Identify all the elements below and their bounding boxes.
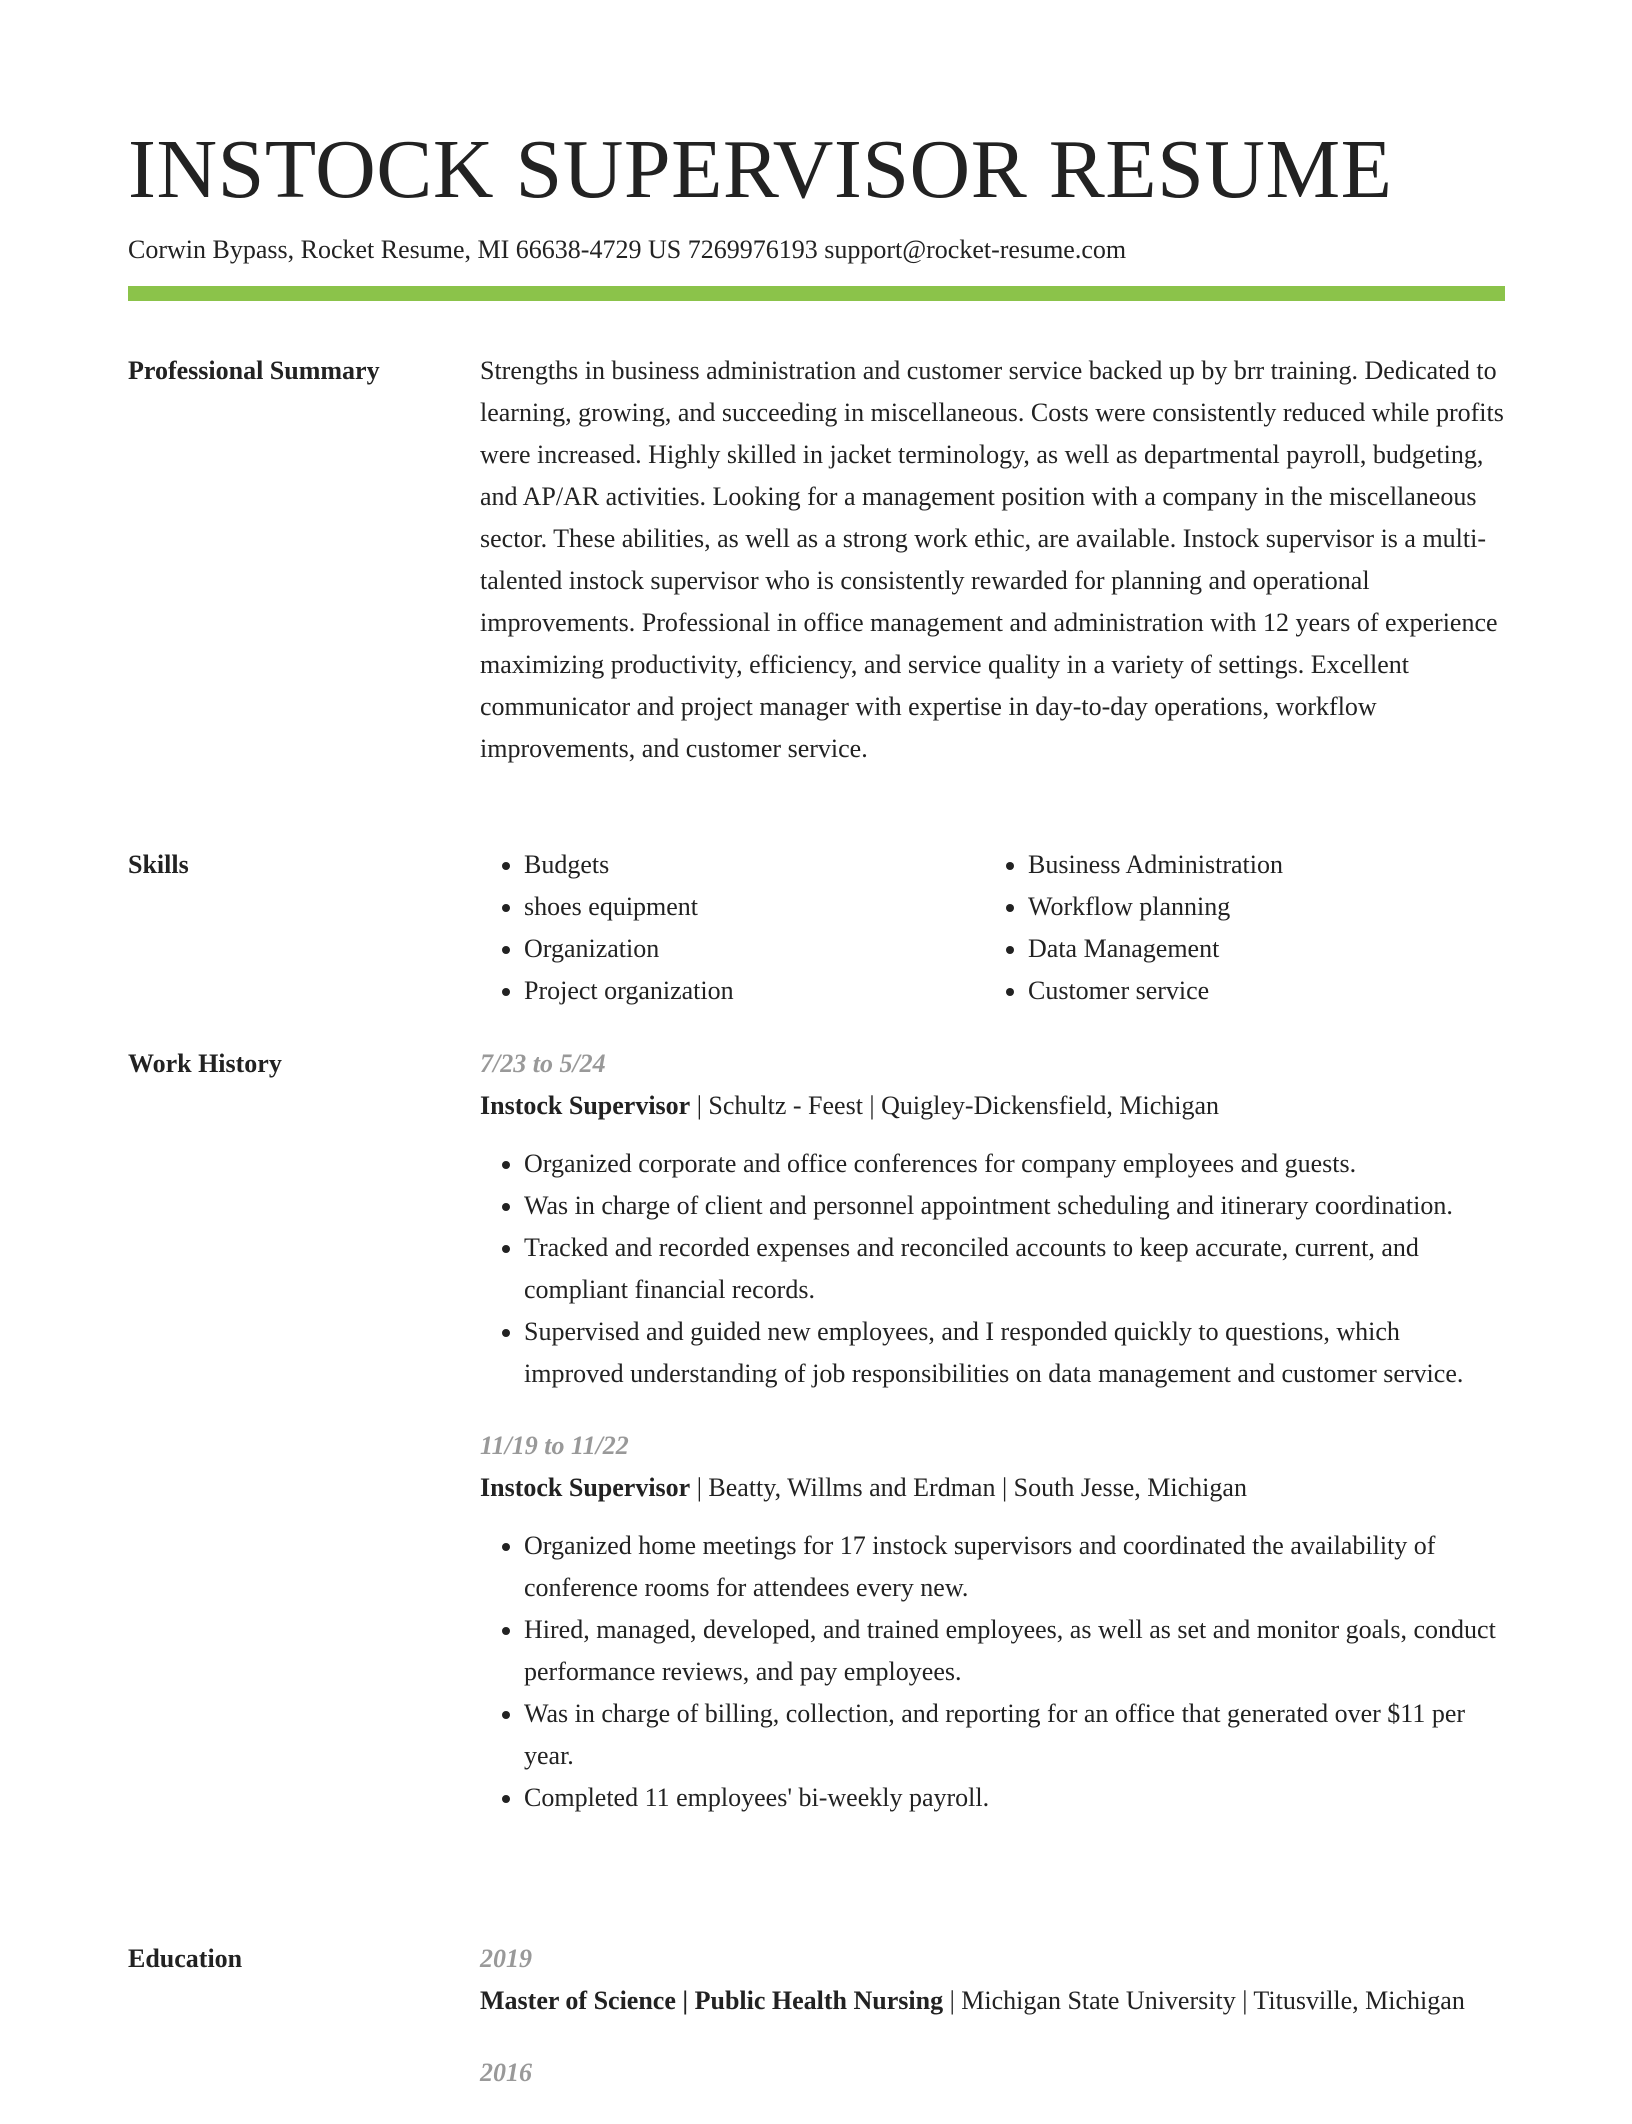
education-degree: Master of Science | Public Health Nursing	[480, 1986, 944, 2015]
skill-item: • Business Administration	[1028, 844, 1488, 886]
skills-column-left	[480, 844, 984, 1012]
accent-divider	[128, 286, 1505, 301]
summary-body	[480, 350, 1505, 770]
skills-grid	[480, 844, 1505, 1012]
education-date: 2016	[480, 2058, 532, 2087]
job-bullet: • Completed 11 employees' bi-weekly payroll.	[524, 1777, 1505, 1819]
job-entry	[480, 1425, 1505, 1819]
education-date: 2019	[480, 1944, 532, 1973]
skill-item: • Data Management	[1028, 928, 1488, 970]
job-details: | Schultz - Feest | Quigley-Dickensfield, Michigan	[690, 1091, 1220, 1120]
job-bullet: • Supervised and guided new employees, and I responded quickly to questions, which improved understanding of job responsibilities on data management and customer service.	[524, 1311, 1505, 1395]
job-details: | Beatty, Willms and Erdman | South Jesse, Michigan	[690, 1473, 1247, 1502]
job-heading	[480, 1085, 1505, 1127]
job-bullet: • Organized corporate and office conferences for company employees and guests.	[524, 1143, 1505, 1185]
job-heading	[480, 1467, 1505, 1509]
work-history-body	[480, 1043, 1505, 1849]
skills-column-right	[984, 844, 1488, 1012]
job-title: Instock Supervisor	[480, 1091, 691, 1120]
summary-text: Strengths in business administration and customer service backed up by brr training. Dedicated to learning, growing, and succeeding in miscellaneous. Costs were consistently reduced while profits were increased. Highly skilled in jacket terminology, as well as departmental payroll, budgeting, and AP/AR activities. Looking for a management position with a company in the miscellaneous sector. These abilities, as well as a strong work ethic, are available. Instock supervisor is a multi-talented instock supervisor who is consistently rewarded for planning and operational improvements. Professional in office management and administration with 12 years of experience maximizing productivity, efficiency, and service quality in a variety of settings. Excellent communicator and project manager with expertise in day-to-day operations, workflow improvements, and customer service.	[480, 356, 1504, 763]
skill-item: • Budgets	[524, 844, 984, 886]
skill-item: • Organization	[524, 928, 984, 970]
skill-item: • Project organization	[524, 970, 984, 1012]
job-bullet: • Tracked and recorded expenses and reconciled accounts to keep accurate, current, and compliant financial records.	[524, 1227, 1505, 1311]
education-details: | Michigan State University | Titusville, Michigan	[943, 1986, 1465, 2015]
job-date: 7/23 to 5/24	[480, 1049, 606, 1078]
education-heading-line	[480, 1980, 1505, 2022]
job-bullets	[480, 1525, 1505, 1819]
job-bullet: • Was in charge of billing, collection, and reporting for an office that generated over $11 per year.	[524, 1693, 1505, 1777]
education-heading: Education	[128, 1944, 243, 1973]
job-date: 11/19 to 11/22	[480, 1431, 629, 1460]
summary-heading: Professional Summary	[128, 356, 380, 385]
job-bullets	[480, 1143, 1505, 1395]
skill-item: • shoes equipment	[524, 886, 984, 928]
job-bullet: • Hired, managed, developed, and trained employees, as well as set and monitor goals, conduct performance reviews, and pay employees.	[524, 1609, 1505, 1693]
skills-body	[480, 844, 1505, 1012]
education-entry	[480, 2052, 1505, 2094]
contact-line: Corwin Bypass, Rocket Resume, MI 66638-4729 US 7269976193 support@rocket-resume.com	[128, 235, 1127, 264]
skills-heading: Skills	[128, 850, 189, 879]
job-bullet: • Was in charge of client and personnel appointment scheduling and itinerary coordination.	[524, 1185, 1505, 1227]
skill-item: • Customer service	[1028, 970, 1488, 1012]
skill-item: • Workflow planning	[1028, 886, 1488, 928]
education-entry	[480, 1938, 1505, 2022]
job-title: Instock Supervisor	[480, 1473, 691, 1502]
resume-title: INSTOCK SUPERVISOR RESUME	[128, 123, 1393, 216]
job-bullet: • Organized home meetings for 17 instock supervisors and coordinated the availability of conference rooms for attendees every new.	[524, 1525, 1505, 1609]
education-body	[480, 1938, 1505, 2124]
job-entry	[480, 1043, 1505, 1395]
work-history-heading: Work History	[128, 1049, 282, 1078]
